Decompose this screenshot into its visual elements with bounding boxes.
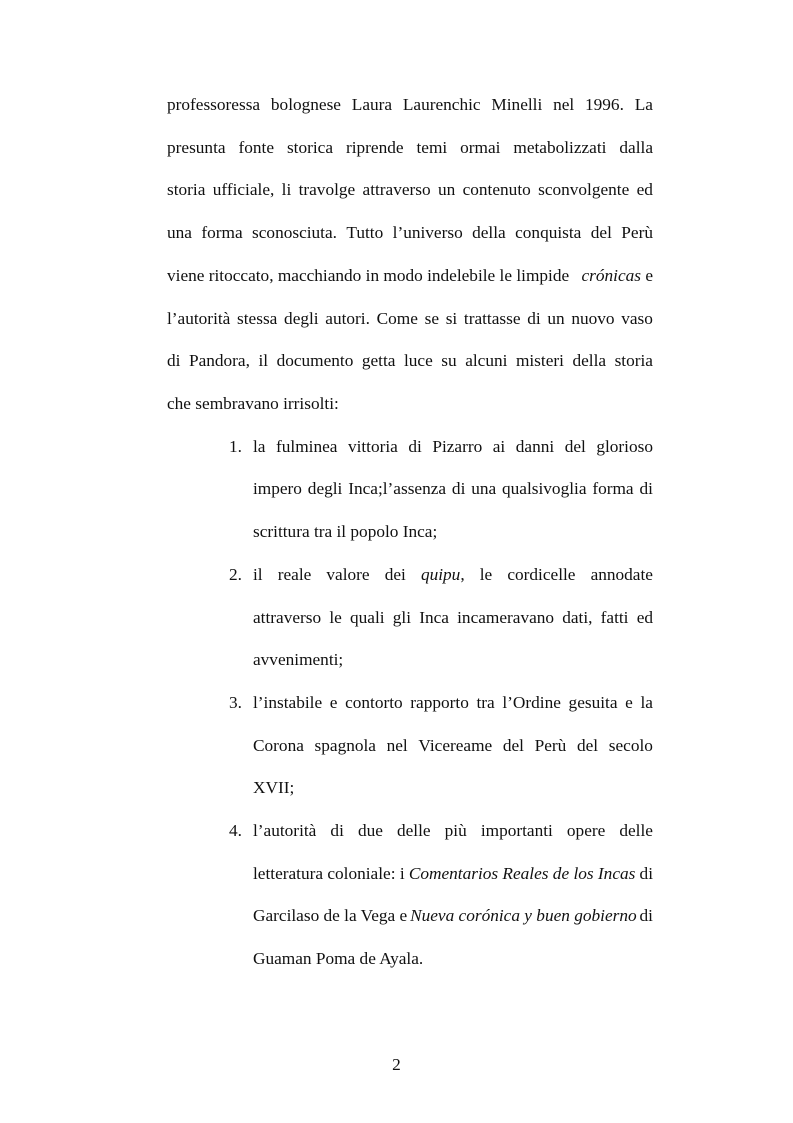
word: nuovo <box>571 309 615 328</box>
list-item-4-line-3 <box>253 907 653 924</box>
word: un <box>547 309 565 328</box>
word: di <box>451 479 466 498</box>
list-item-2-word-le: le <box>479 565 493 584</box>
list-number-2: 2. <box>229 565 242 584</box>
word: danni <box>515 437 555 456</box>
word: importanti <box>480 821 553 840</box>
word: ed <box>636 180 653 199</box>
word: getta <box>361 351 396 370</box>
list-item-4-line-4: Guaman Poma de Ayala. <box>253 949 424 968</box>
word: il <box>253 565 263 584</box>
word: Come <box>376 309 418 328</box>
word: Laurenchic <box>402 95 481 114</box>
word: il <box>258 351 269 370</box>
word: sconvolgente <box>538 180 630 199</box>
paragraph-line-2 <box>167 139 653 156</box>
word: degli <box>307 479 343 498</box>
word: Inca <box>419 608 449 627</box>
word: ormai <box>460 138 501 157</box>
word: contenuto <box>462 180 531 199</box>
word: temi <box>416 138 448 157</box>
word: di <box>330 821 344 840</box>
list-item-1-line-2 <box>253 480 653 497</box>
word: stessa <box>237 309 278 328</box>
list-item-4-line-2 <box>253 865 653 882</box>
paragraph-line-3 <box>167 181 653 198</box>
word: più <box>444 821 467 840</box>
word: metabolizzati <box>513 138 607 157</box>
word: presunta <box>167 138 226 157</box>
word: di <box>408 437 422 456</box>
list-item-3-line-3: XVII; <box>253 778 295 797</box>
paragraph-line-5 <box>167 267 653 284</box>
word: riprende <box>345 138 404 157</box>
word: attraverso <box>362 180 431 199</box>
word: qualsivoglia <box>502 479 587 498</box>
list-item-2-word-annodate: annodate <box>590 565 653 584</box>
list-item-4-line-2-end: di <box>639 864 653 883</box>
list-item-1-line-1 <box>253 438 653 455</box>
word: incameravano <box>457 608 555 627</box>
word: conquista <box>515 223 582 242</box>
word: l’instabile <box>253 693 323 712</box>
page-number: 2 <box>392 1055 401 1074</box>
list-item-2-comma: , <box>460 565 465 584</box>
word: un <box>438 180 456 199</box>
list-item-3-line-1 <box>253 694 653 711</box>
word: la <box>640 693 653 712</box>
word: delle <box>619 821 653 840</box>
list-number-4: 4. <box>229 821 242 840</box>
word: La <box>634 95 653 114</box>
word: quali <box>350 608 385 627</box>
word: storica <box>286 138 334 157</box>
word: di <box>167 351 181 370</box>
word: ed <box>636 608 653 627</box>
emphasis-comentarios-reales: Comentarios Reales de los Incas <box>408 864 636 883</box>
word: vaso <box>621 309 653 328</box>
word: fulminea <box>276 437 338 456</box>
word: di <box>527 309 541 328</box>
word: una <box>471 479 497 498</box>
word: valore <box>326 565 370 584</box>
word: reale <box>277 565 312 584</box>
word: li <box>281 180 292 199</box>
word: fatti <box>600 608 629 627</box>
word: vittoria <box>347 437 398 456</box>
emphasis-nueva-coronica: Nueva corónica y buen gobierno <box>410 906 637 925</box>
word: del <box>502 736 524 755</box>
list-item-4-line-1 <box>253 822 653 839</box>
word: della <box>472 223 506 242</box>
list-item-2-line-3: avvenimenti; <box>253 650 344 669</box>
list-item-2-line-2 <box>253 609 653 626</box>
word: l’Ordine <box>502 693 561 712</box>
word: di <box>639 479 653 498</box>
word: se <box>424 309 439 328</box>
word: del <box>590 223 612 242</box>
word: Pizarro <box>432 437 483 456</box>
word: Minelli <box>491 95 543 114</box>
list-item-4-line-3-end: di <box>639 906 653 925</box>
paragraph-line-1 <box>167 96 653 113</box>
word: gli <box>392 608 411 627</box>
list-item-4-line-2-start: letteratura coloniale: i <box>253 864 405 883</box>
word: documento <box>276 351 354 370</box>
paragraph-line-8: che sembravano irrisolti: <box>167 394 339 413</box>
word: travolge <box>298 180 356 199</box>
paragraph-line-6 <box>167 310 653 327</box>
word: storia <box>614 351 653 370</box>
word: dati, <box>562 608 593 627</box>
list-number-3: 3. <box>229 693 242 712</box>
word: degli <box>284 309 319 328</box>
word: ai <box>492 437 506 456</box>
word: nel <box>553 95 575 114</box>
word: si <box>445 309 458 328</box>
emphasis-cronicas: crónicas <box>581 266 641 285</box>
word: glorioso <box>596 437 653 456</box>
word: la <box>253 437 266 456</box>
word: e <box>625 693 633 712</box>
list-item-2-word-cordicelle: cordicelle <box>507 565 576 584</box>
emphasis-quipu: quipu <box>420 565 461 584</box>
word: Pandora, <box>188 351 250 370</box>
word: impero <box>253 479 302 498</box>
word: secolo <box>608 736 653 755</box>
list-item-2-line-1 <box>253 566 653 583</box>
word: spagnola <box>314 736 376 755</box>
word: nel <box>386 736 408 755</box>
word: fonte <box>238 138 274 157</box>
list-item-1-line-3: scrittura tra il popolo Inca; <box>253 522 438 541</box>
word: luce <box>403 351 433 370</box>
word: l’universo <box>392 223 463 242</box>
word: Perù <box>621 223 653 242</box>
word: alcuni <box>465 351 508 370</box>
word: del <box>576 736 599 755</box>
word: misteri <box>515 351 564 370</box>
word: sconosciuta. <box>252 223 337 242</box>
word: bolognese <box>270 95 341 114</box>
word: l’autorità <box>253 821 317 840</box>
word: 1996. <box>585 95 624 114</box>
list-number-1: 1. <box>229 437 242 456</box>
word: Perù <box>534 736 567 755</box>
word: dei <box>384 565 406 584</box>
word: opere <box>566 821 606 840</box>
word: dalla <box>619 138 653 157</box>
word: storia <box>167 180 206 199</box>
word: Inca;l’assenza <box>348 479 447 498</box>
word: professoressa <box>167 95 261 114</box>
word: una <box>167 223 192 242</box>
list-item-4-line-3-start: Garcilaso de la Vega e <box>253 906 408 925</box>
paragraph-line-5-end: e <box>645 266 653 285</box>
word: forma <box>592 479 634 498</box>
list-item-3-line-2 <box>253 737 653 754</box>
word: e <box>329 693 338 712</box>
word: Tutto <box>346 223 384 242</box>
paragraph-line-4 <box>167 224 653 241</box>
word: delle <box>396 821 431 840</box>
word: su <box>441 351 457 370</box>
word: due <box>357 821 383 840</box>
word: le <box>329 608 342 627</box>
word: trattasse <box>463 309 521 328</box>
word: ufficiale, <box>212 180 275 199</box>
word: del <box>564 437 586 456</box>
word: autori. <box>325 309 370 328</box>
paragraph-line-7 <box>167 352 653 369</box>
word: Vicereame <box>418 736 493 755</box>
word: l’autorità <box>167 309 231 328</box>
word: rapporto <box>410 693 469 712</box>
word: tra <box>476 693 495 712</box>
word: attraverso <box>253 608 322 627</box>
word: Laura <box>351 95 393 114</box>
paragraph-line-5-text: viene ritoccato, macchiando in modo indelebile le limpide <box>167 266 570 285</box>
word: forma <box>201 223 243 242</box>
word: Corona <box>253 736 304 755</box>
word: della <box>572 351 607 370</box>
word: contorto <box>345 693 403 712</box>
word: gesuita <box>568 693 618 712</box>
